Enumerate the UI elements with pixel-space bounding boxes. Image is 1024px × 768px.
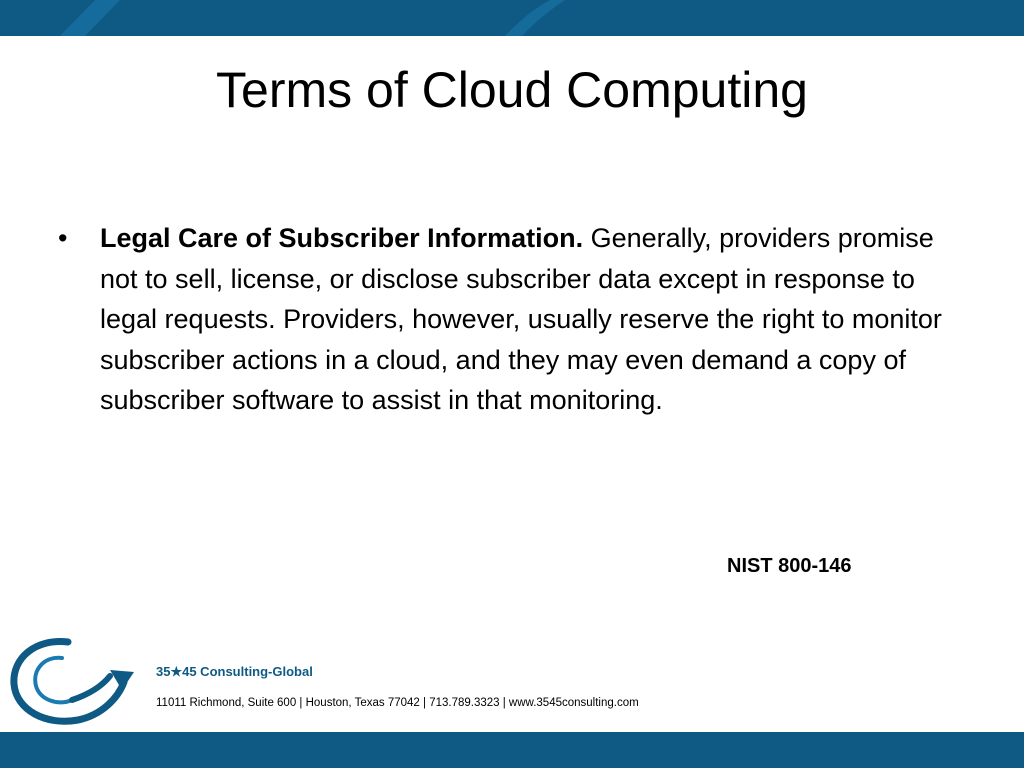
top-decorative-bar — [0, 0, 1024, 36]
top-bar-swoosh-decoration — [0, 0, 1024, 36]
source-citation: NIST 800-146 — [727, 555, 852, 577]
bullet-term: Legal Care of Subscriber Information. — [100, 223, 584, 253]
bullet-icon: • — [58, 223, 68, 253]
bullet-item — [58, 218, 978, 421]
company-name: 35★45 Consulting-Global — [156, 664, 313, 679]
company-address: 11011 Richmond, Suite 600 | Houston, Texas 77042 | 713.789.3323 | www.3545consulting.com — [156, 697, 639, 709]
swirl-arrow-logo-icon — [6, 636, 136, 728]
bullet-text: Generally, providers promise not to sell, license, or disclose subscriber data except in response to legal requests. Providers, however, usually reserve the right to monitor subscriber actions in a cloud, and they may even demand a copy of subscriber software to assist in that monitoring. — [100, 223, 942, 415]
bullet-list — [58, 218, 978, 421]
bottom-decorative-bar — [0, 732, 1024, 768]
slide-title: Terms of Cloud Computing — [216, 62, 808, 118]
